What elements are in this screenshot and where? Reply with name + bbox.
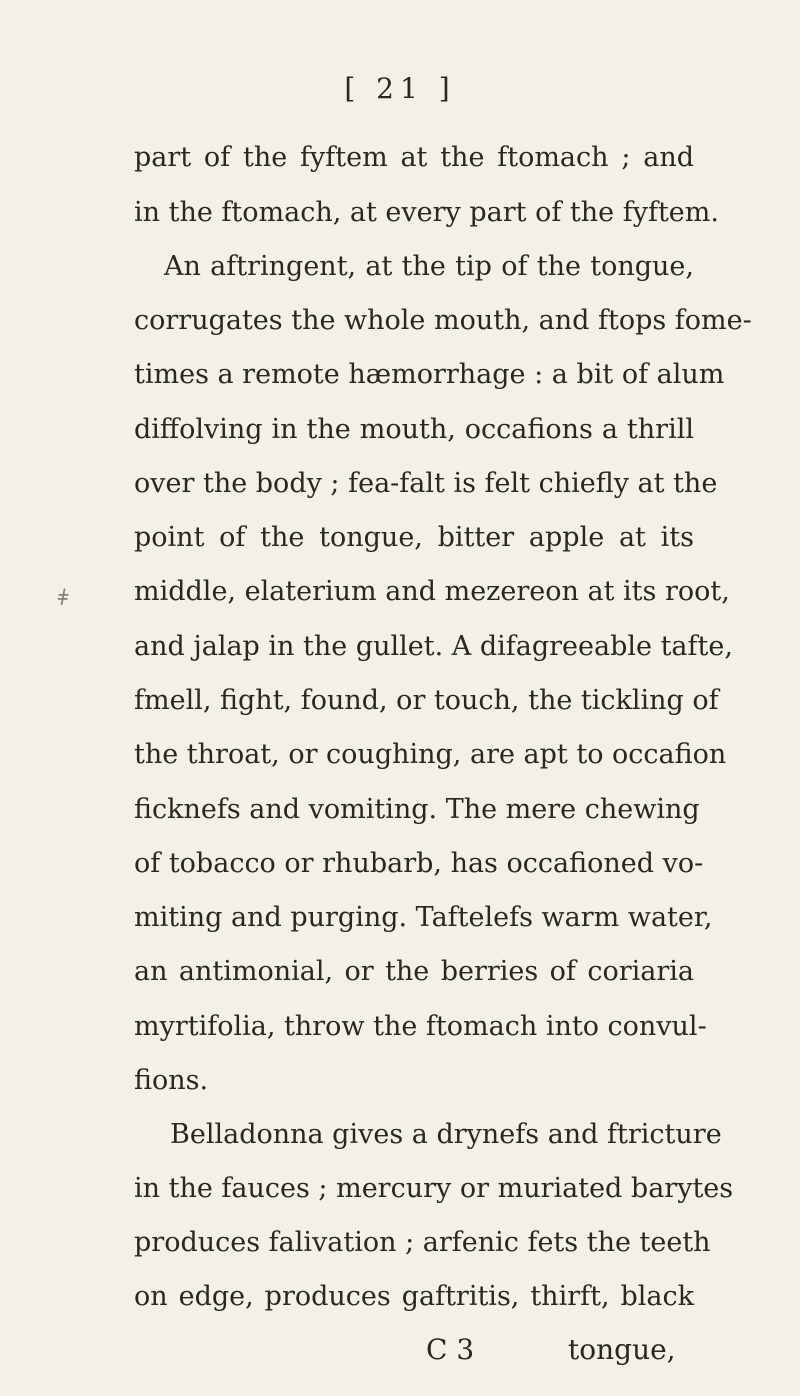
margin-mark: ǂ — [58, 586, 69, 611]
text-line-8: point of the tongue, bitter apple at its — [134, 522, 694, 553]
page-number: [ 21 ] — [344, 72, 456, 105]
text-line-4: corrugates the whole mouth, and ftops fome- — [134, 305, 752, 336]
text-line-13: ficknefs and vomiting. The mere chewing — [134, 794, 700, 825]
text-line-12: the throat, or coughing, are apt to occafion — [134, 739, 727, 770]
text-line-15: miting and purging. Taftelefs warm water, — [134, 902, 713, 933]
text-line-1: part of the fyftem at the ftomach ; and — [134, 142, 694, 173]
signature-mark: C 3 — [426, 1333, 475, 1366]
catchword: tongue, — [568, 1333, 676, 1366]
text-line-2: in the ftomach, at every part of the fyftem. — [134, 197, 719, 228]
text-line-16: an antimonial, or the berries of coriaria — [134, 956, 694, 987]
text-line-19: Belladonna gives a drynefs and ftricture — [170, 1119, 722, 1150]
text-line-3: An aftringent, at the tip of the tongue, — [164, 251, 694, 282]
text-line-14: of tobacco or rhubarb, has occafioned vo- — [134, 848, 704, 879]
text-line-9: middle, elaterium and mezereon at its root, — [134, 576, 730, 607]
text-line-5: times a remote hæmorrhage : a bit of alum — [134, 359, 725, 390]
text-line-22: on edge, produces gaftritis, thirft, black — [134, 1281, 694, 1312]
text-line-6: diffolving in the mouth, occafions a thrill — [134, 414, 694, 445]
text-line-10: and jalap in the gullet. A difagreeable tafte, — [134, 631, 733, 662]
text-line-11: fmell, fight, found, or touch, the tickling of — [134, 685, 719, 716]
text-line-7: over the body ; fea-falt is felt chiefly at the — [134, 468, 718, 499]
text-line-18: fions. — [134, 1065, 209, 1096]
text-line-17: myrtifolia, throw the ftomach into convul- — [134, 1011, 707, 1042]
text-line-20: in the fauces ; mercury or muriated barytes — [134, 1173, 734, 1204]
text-line-21: produces falivation ; arfenic fets the teeth — [134, 1227, 711, 1258]
